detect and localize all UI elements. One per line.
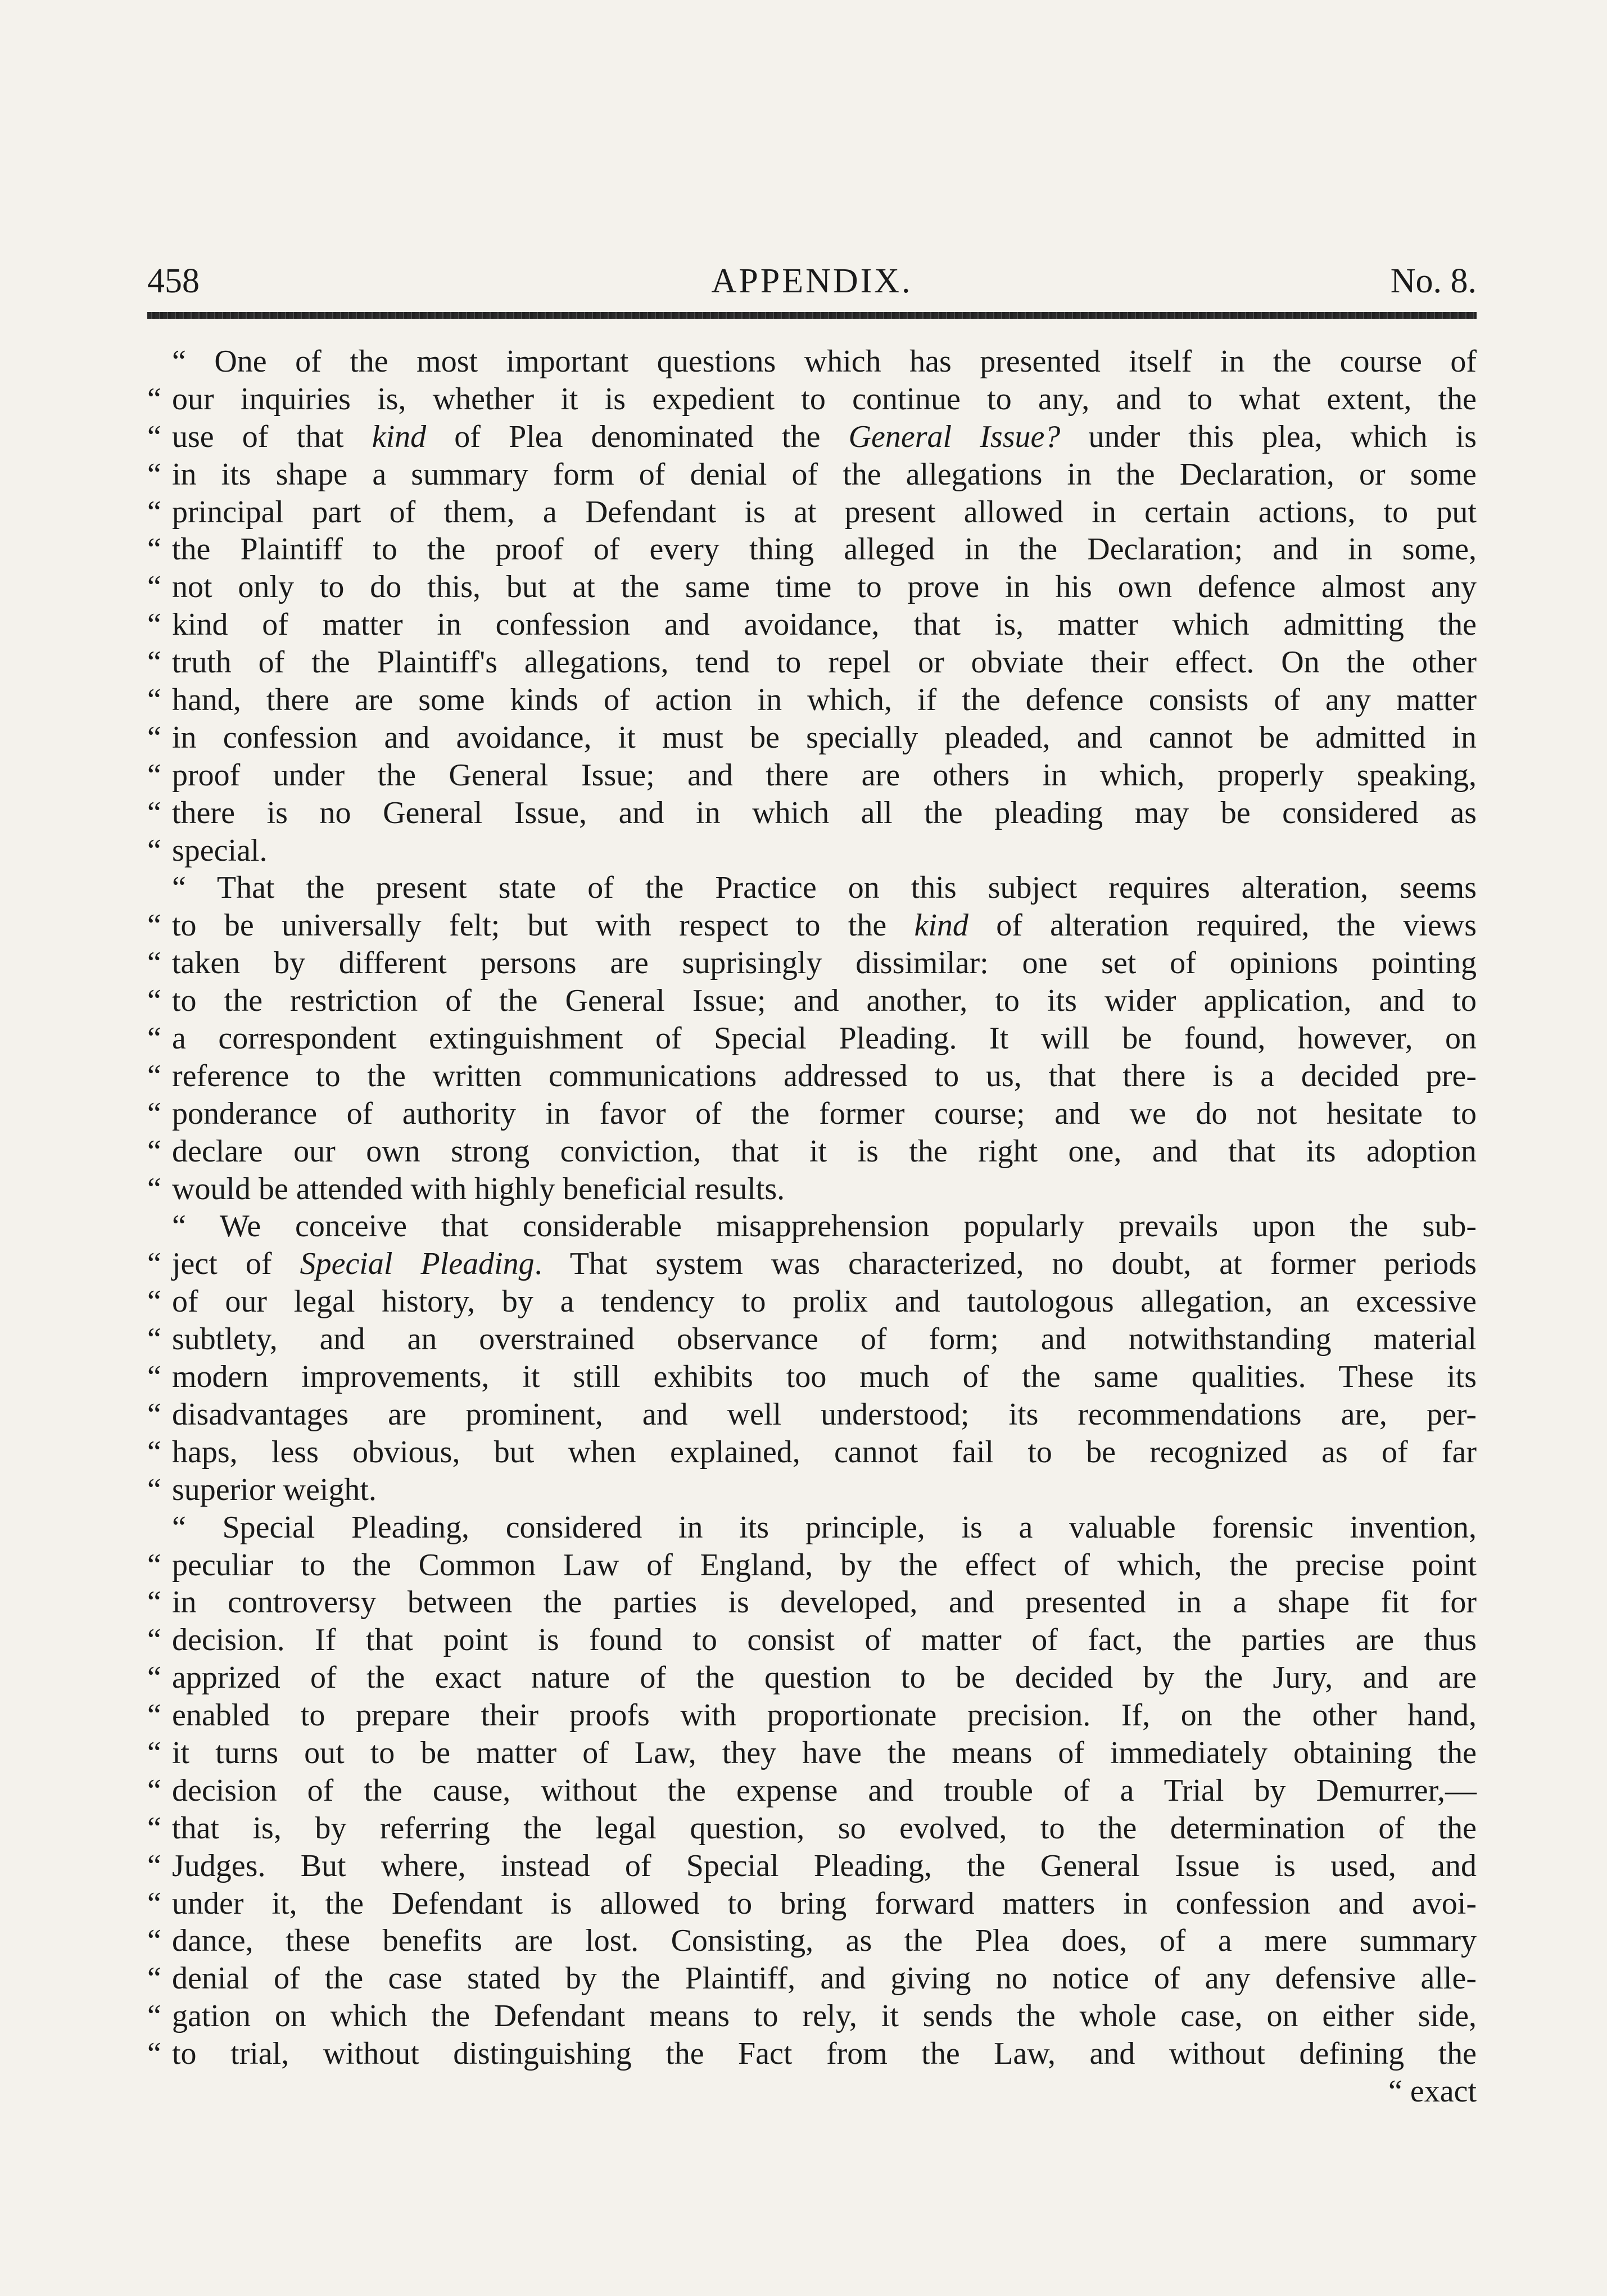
continuation-quote: “ (147, 1961, 161, 1996)
continuation-quote: “ (147, 1396, 161, 1432)
text-line (147, 1997, 1477, 2035)
text-line (147, 832, 1477, 870)
text-line (147, 1396, 1477, 1434)
text-line (147, 907, 1477, 944)
line-text: special. (172, 833, 268, 868)
continuation-quote: “ (147, 1660, 161, 1696)
line-text: that is, by referring the legal question, so evolved, to the determination of the (172, 1810, 1477, 1846)
line-text: principal part of them, a Defendant is at present allowed in certain actions, to put (172, 494, 1477, 530)
continuation-quote: “ (147, 1359, 161, 1395)
line-text: dance, these benefits are lost. Consisting, as the Plea does, of a mere summary (172, 1923, 1477, 1959)
continuation-quote: “ (147, 1434, 161, 1470)
text-line (147, 494, 1477, 531)
continuation-quote: “ (147, 1133, 161, 1169)
continuation-quote: “ (147, 1735, 161, 1770)
line-text: haps, less obvious, but when explained, cannot fail to be recognized as of far (172, 1434, 1477, 1470)
continuation-quote: “ (147, 1999, 161, 2034)
line-text: a correspondent extinguishment of Special Pleading. It will be found, however, on (172, 1021, 1477, 1056)
text-line (147, 1584, 1477, 1621)
text-line (147, 1208, 1477, 1245)
continuation-quote: “ (147, 1021, 161, 1056)
text-line (147, 1283, 1477, 1321)
continuation-quote: “ (147, 1284, 161, 1319)
text-line (147, 1697, 1477, 1734)
continuation-quote: “ (147, 946, 161, 981)
text-line (147, 1621, 1477, 1659)
continuation-quote: “ (147, 1096, 161, 1131)
line-text: apprized of the exact nature of the question to be decided by the Jury, and are (172, 1660, 1477, 1696)
continuation-quote: “ (147, 908, 161, 943)
continuation-quote: “ (147, 1246, 161, 1282)
line-text: disadvantages are prominent, and well understood; its recommendations are, per- (172, 1396, 1477, 1432)
continuation-quote: “ (147, 1886, 161, 1921)
section-number: No. 8. (1390, 262, 1477, 300)
line-text: enabled to prepare their proofs with proportionate precision. If, on the other hand, (172, 1698, 1477, 1733)
line-text: to the restriction of the General Issue; and another, to its wider application, and to (172, 983, 1477, 1019)
continuation-quote: “ (147, 419, 161, 454)
header-rule (147, 312, 1477, 319)
running-header (147, 256, 1477, 306)
text-line (147, 1358, 1477, 1396)
continuation-quote: “ (147, 1698, 161, 1733)
line-text: ponderance of authority in favor of the former course; and we do not hesitate to (172, 1096, 1477, 1131)
line-text: denial of the case stated by the Plaintiff, and giving no notice of any defensive alle- (172, 1961, 1477, 1996)
continuation-quote: “ (147, 532, 161, 567)
text-line (147, 1885, 1477, 1923)
continuation-quote: “ (147, 457, 161, 492)
text-line (147, 1659, 1477, 1697)
text-line (147, 1434, 1477, 1471)
line-text: there is no General Issue, and in which all the pleading may be considered as (172, 795, 1477, 830)
continuation-quote: “ (147, 381, 161, 417)
continuation-quote: “ (147, 683, 161, 718)
text-line (147, 1321, 1477, 1358)
text-line (147, 606, 1477, 644)
text-line (147, 644, 1477, 681)
text-line (147, 1547, 1477, 1584)
text-line (147, 1922, 1477, 1960)
line-text: in controversy between the parties is developed, and presented in a shape fit for (172, 1585, 1477, 1620)
continuation-quote: “ (147, 833, 161, 868)
continuation-quote: “ (147, 570, 161, 605)
line-text: “ That the present state of the Practice on this subject requires alteration, seems (172, 870, 1477, 906)
continuation-quote: “ (147, 1810, 161, 1846)
line-text: of our legal history, by a tendency to prolix and tautologous allegation, an excessive (172, 1284, 1477, 1319)
text-line (147, 1847, 1477, 1885)
continuation-quote: “ (147, 494, 161, 530)
line-text: would be attended with highly beneficial results. (172, 1171, 785, 1206)
text-line (147, 982, 1477, 1020)
line-text: proof under the General Issue; and there are others in which, properly speaking, (172, 757, 1477, 793)
line-text: modern improvements, it still exhibits too much of the same qualities. These its (172, 1359, 1477, 1395)
line-text: under it, the Defendant is allowed to bring forward matters in confession and avoi- (172, 1886, 1477, 1921)
line-text: ject of Special Pleading. That system was characterized, no doubt, at former periods (172, 1246, 1477, 1282)
line-text: to be universally felt; but with respect to the kind of alteration required, the views (172, 908, 1477, 943)
text-line (147, 869, 1477, 907)
line-text: gation on which the Defendant means to rely, it sends the whole case, on either side, (172, 1999, 1477, 2034)
text-line (147, 719, 1477, 757)
line-text: use of that kind of Plea denominated the General Issue? under this plea, which is (172, 419, 1477, 454)
line-text: our inquiries is, whether it is expedient to continue to any, and to what extent, the (172, 381, 1477, 417)
line-text: “ Special Pleading, considered in its principle, is a valuable forensic invention, (172, 1509, 1477, 1545)
continuation-quote: “ (147, 983, 161, 1019)
line-text: in its shape a summary form of denial of the allegations in the Declaration, or some (172, 457, 1477, 492)
text-line (147, 568, 1477, 606)
line-text: declare our own strong conviction, that it is the right one, and that its adoption (172, 1133, 1477, 1169)
continuation-quote: “ (147, 1622, 161, 1658)
text-line (147, 1734, 1477, 1772)
continuation-quote: “ (147, 607, 161, 643)
continuation-quote: “ (147, 1848, 161, 1883)
text-line (147, 1960, 1477, 1997)
line-text: subtlety, and an overstrained observance of form; and notwithstanding material (172, 1322, 1477, 1357)
continuation-quote: “ (147, 720, 161, 755)
continuation-quote: “ (147, 1547, 161, 1583)
line-text: reference to the written communications addressed to us, that there is a decided pre- (172, 1058, 1477, 1093)
line-text: “ One of the most important questions which has presented itself in the course of (172, 344, 1477, 379)
text-line (147, 1810, 1477, 1847)
text-line (147, 794, 1477, 832)
line-text: kind of matter in confession and avoidance, that is, matter which admitting the (172, 607, 1477, 643)
line-text: taken by different persons are suprisingly dissimilar: one set of opinions pointing (172, 946, 1477, 981)
text-line (147, 1057, 1477, 1095)
line-text: “ We conceive that considerable misapprehension popularly prevails upon the sub- (172, 1209, 1477, 1244)
line-text: the Plaintiff to the proof of every thing alleged in the Declaration; and in some, (172, 532, 1477, 567)
text-line (147, 1133, 1477, 1170)
text-line (147, 418, 1477, 456)
continuation-quote: “ (147, 1923, 161, 1959)
line-text: superior weight. (172, 1472, 377, 1507)
text-line (147, 381, 1477, 418)
line-text: not only to do this, but at the same time to prove in his own defence almost any (172, 570, 1477, 605)
continuation-quote: “ (147, 795, 161, 830)
line-text: to trial, without distinguishing the Fact from the Law, and without defining the (172, 2036, 1477, 2072)
line-text: decision of the cause, without the expense and trouble of a Trial by Demurrer,— (172, 1773, 1477, 1808)
page-title: APPENDIX. (711, 262, 913, 300)
catchword: “ exact (1388, 2073, 1477, 2109)
line-text: decision. If that point is found to consist of matter of fact, the parties are thus (172, 1622, 1477, 1658)
continuation-quote: “ (147, 1472, 161, 1507)
continuation-quote: “ (147, 1171, 161, 1206)
line-text: it turns out to be matter of Law, they have the means of immediately obtaining the (172, 1735, 1477, 1770)
text-line (147, 681, 1477, 719)
continuation-quote: “ (147, 645, 161, 680)
text-line (147, 1772, 1477, 1810)
continuation-quote: “ (147, 757, 161, 793)
line-text: peculiar to the Common Law of England, by the effect of which, the precise point (172, 1547, 1477, 1583)
line-text: Judges. But where, instead of Special Pleading, the General Issue is used, and (172, 1848, 1477, 1883)
text-line (147, 343, 1477, 381)
line-text: hand, there are some kinds of action in which, if the defence consists of any matter (172, 683, 1477, 718)
continuation-quote: “ (147, 2036, 161, 2072)
continuation-quote: “ (147, 1773, 161, 1808)
page-number: 458 (147, 262, 200, 300)
text-line (147, 1509, 1477, 1547)
body-text (147, 343, 1477, 2110)
text-line (147, 757, 1477, 794)
text-line (147, 2035, 1477, 2073)
continuation-quote: “ (147, 1322, 161, 1357)
text-line (147, 531, 1477, 568)
text-line (147, 1020, 1477, 1057)
continuation-quote: “ (147, 1585, 161, 1620)
text-line (147, 456, 1477, 494)
text-line (147, 1095, 1477, 1133)
continuation-quote: “ (147, 1058, 161, 1093)
text-line (147, 944, 1477, 982)
line-text: in confession and avoidance, it must be specially pleaded, and cannot be admitted in (172, 720, 1477, 755)
text-line (147, 1471, 1477, 1509)
line-text: truth of the Plaintiff's allegations, tend to repel or obviate their effect. On the other (172, 645, 1477, 680)
text-line (147, 1170, 1477, 1208)
text-line (147, 1245, 1477, 1283)
